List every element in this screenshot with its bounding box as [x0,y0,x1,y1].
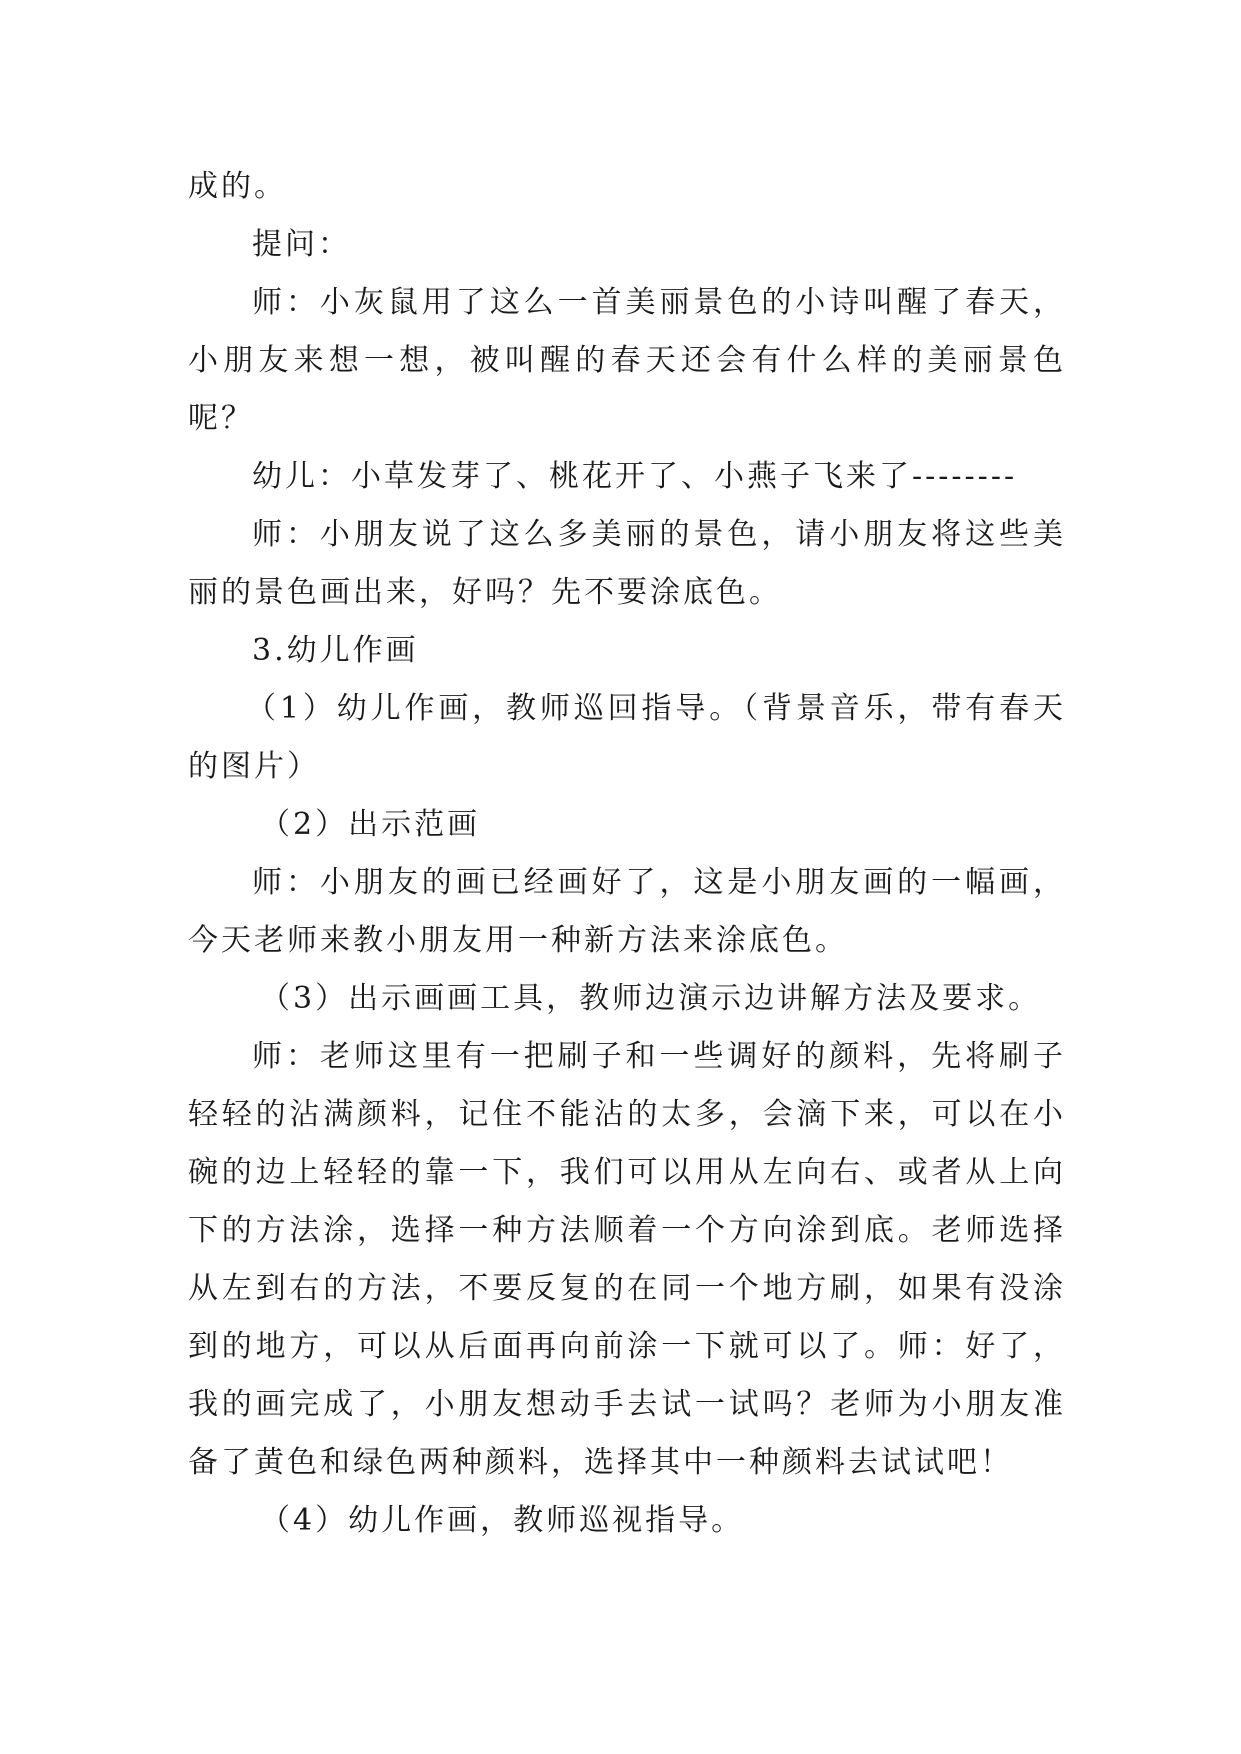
step-4: （4）幼儿作画，教师巡视指导。 [260,1503,745,1538]
paragraph-teacher-sample: 师：小朋友的画已经画好了，这是小朋友画的一幅画，今天老师来教小朋友用一种新方法来涂底色。 [188,865,1066,958]
paragraph-question-heading: 提问： [252,227,351,262]
paragraph-teacher-demo: 师：老师这里有一把刷子和一些调好的颜料，先将刷子轻轻的沾满颜料，记住不能沾的太多，会滴下来，可以在小碗的边上轻轻的靠一下，我们可以用从左向右、或者从上向下的方法涂，选择一种方法顺着一个方向涂到底。老师选择从左到右的方法，不要反复的在同一个地方刷，如果有没涂到的地方，可以从后面再向前涂一下就可以了。师：好了，我的画完成了，小朋友想动手去试一试吗？老师为小朋友准备了黄色和绿色两种颜料，选择其中一种颜料去试试吧！ [188,1039,1066,1480]
paragraph-child-answer: 幼儿：小草发芽了、桃花开了、小燕子飞来了-------- [252,459,1018,494]
section-heading-drawing: 3.幼儿作画 [252,633,419,668]
paragraph-continuation: 成的。 [188,169,287,204]
paragraph-teacher-instruction: 师：小朋友说了这么多美丽的景色，请小朋友将这些美丽的景色画出来，好吗？先不要涂底色。 [188,517,1066,610]
paragraph-teacher-question: 师：小灰鼠用了这么一首美丽景色的小诗叫醒了春天，小朋友来想一想，被叫醒的春天还会有什么样的美丽景色呢？ [188,285,1066,436]
step-2: （2）出示范画 [260,807,481,842]
step-1: （1）幼儿作画，教师巡回指导。（背景音乐，带有春天的图片） [188,691,1066,784]
document-body [188,158,1066,1550]
step-3: （3）出示画画工具，教师边演示边讲解方法及要求。 [260,981,1042,1016]
